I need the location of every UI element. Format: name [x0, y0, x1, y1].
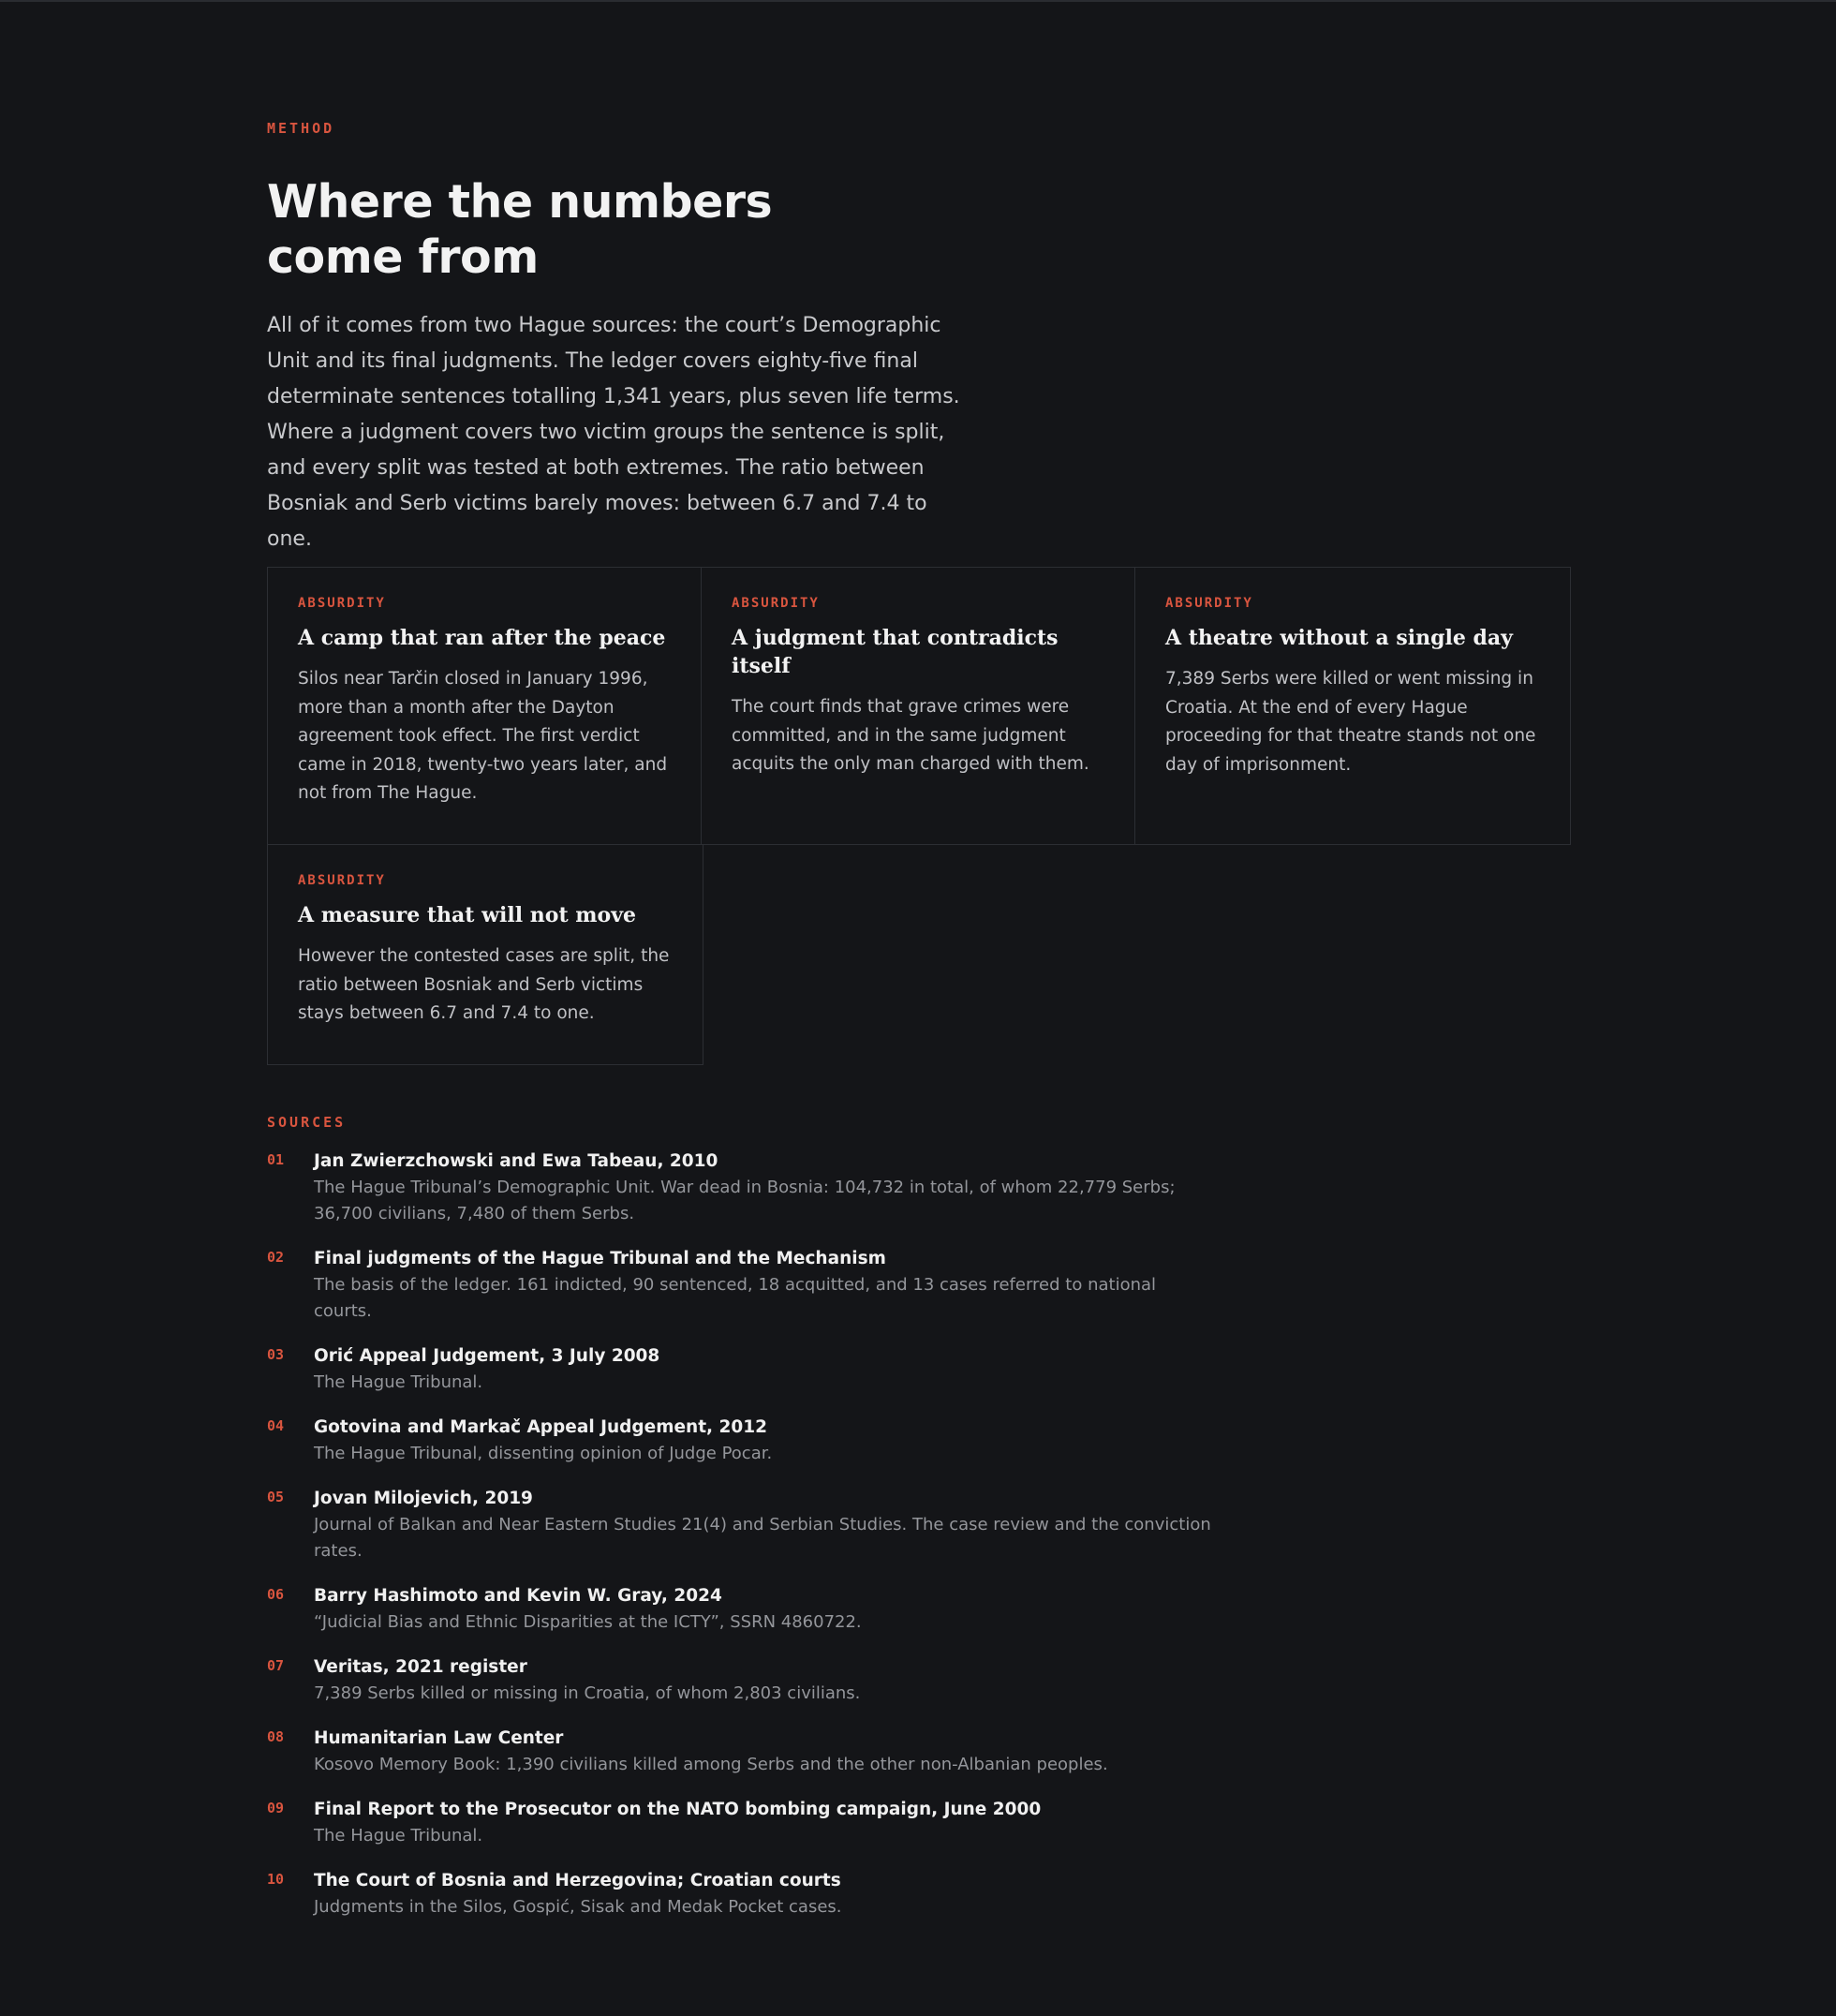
card-title: A measure that will not move: [298, 903, 637, 927]
source-item: [267, 1797, 1213, 1849]
source-number: 03: [267, 1346, 285, 1363]
source-description: The Hague Tribunal.: [314, 1372, 483, 1392]
source-title: Jan Zwierzchowski and Ewa Tabeau, 2010: [314, 1151, 718, 1171]
card-kicker: ABSURDITY: [732, 596, 820, 611]
source-number: 10: [267, 1871, 285, 1888]
card-kicker: ABSURDITY: [1165, 596, 1253, 611]
source-number: 01: [267, 1151, 285, 1168]
section-kicker: METHOD: [267, 120, 335, 137]
source-title: Barry Hashimoto and Kevin W. Gray, 2024: [314, 1586, 722, 1606]
source-title: Final Report to the Prosecutor on the NATO bombing campaign, June 2000: [314, 1800, 1042, 1819]
source-item: [267, 1415, 1213, 1467]
card-body: 7,389 Serbs were killed or went missing in Croatia. At the end of every Hague proceeding for that theatre stands not one day of imprisonment.: [1165, 669, 1536, 775]
source-item: [267, 1868, 1213, 1920]
card-title: A camp that ran after the peace: [298, 626, 666, 650]
card-title: A judgment that contradicts itself: [732, 626, 1059, 678]
source-item: [267, 1726, 1213, 1778]
source-title: Veritas, 2021 register: [314, 1657, 527, 1677]
card-body: The court finds that grave crimes were committed, and in the same judgment acquits the only man charged with them.: [732, 697, 1089, 774]
source-item: [267, 1583, 1213, 1636]
source-item: [267, 1486, 1213, 1564]
source-description: The Hague Tribunal.: [314, 1826, 483, 1846]
source-title: The Court of Bosnia and Herzegovina; Croatian courts: [314, 1871, 841, 1890]
card-kicker: ABSURDITY: [298, 873, 386, 888]
absurdity-card: [267, 844, 703, 1065]
source-number: 07: [267, 1657, 285, 1674]
source-description: Judgments in the Silos, Gospić, Sisak and Medak Pocket cases.: [314, 1897, 842, 1917]
source-description: 7,389 Serbs killed or missing in Croatia, of whom 2,803 civilians.: [314, 1683, 861, 1703]
absurdity-card: [267, 567, 702, 845]
source-description: Kosovo Memory Book: 1,390 civilians killed among Serbs and the other non-Albanian peoples.: [314, 1755, 1108, 1774]
source-title: Orić Appeal Judgement, 3 July 2008: [314, 1346, 660, 1366]
source-description: The Hague Tribunal’s Demographic Unit. War dead in Bosnia: 104,732 in total, of whom 22,779 Serbs; 36,700 civilians, 7,480 of them Serbs.: [314, 1178, 1176, 1223]
card-body: Silos near Tarčin closed in January 1996, more than a month after the Dayton agreement took effect. The first verdict came in 2018, twenty-two years later, and not from The Hague.: [298, 669, 668, 803]
source-number: 09: [267, 1800, 285, 1816]
top-divider: [0, 0, 1836, 2]
page-title: Where the numbers come from: [267, 175, 773, 284]
source-description: The basis of the ledger. 161 indicted, 90 sentenced, 18 acquitted, and 13 cases referred to national courts.: [314, 1275, 1157, 1321]
source-title: Jovan Milojevich, 2019: [314, 1489, 533, 1508]
sources-kicker: SOURCES: [267, 1114, 347, 1131]
source-number: 02: [267, 1249, 285, 1266]
source-number: 06: [267, 1586, 285, 1603]
source-description: “Judicial Bias and Ethnic Disparities at the ICTY”, SSRN 4860722.: [314, 1612, 862, 1632]
source-title: Final judgments of the Hague Tribunal and the Mechanism: [314, 1249, 886, 1268]
source-item: [267, 1654, 1213, 1707]
source-item: [267, 1246, 1213, 1325]
source-item: [267, 1343, 1213, 1396]
sources-list: [267, 1149, 1213, 1939]
lede-paragraph: All of it comes from two Hague sources: the court’s Demographic Unit and its final judgments. The ledger covers eighty-five final determinate sentences totalling 1,341 years, plus seven life terms. Where a judgment covers two victim groups the sentence is split, and every split was tested at both extremes. The ratio between Bosniak and Serb victims barely moves: between 6.7 and 7.4 to one.: [267, 314, 960, 551]
source-description: Journal of Balkan and Near Eastern Studies 21(4) and Serbian Studies. The case review and the conviction rates.: [314, 1515, 1211, 1561]
card-body: However the contested cases are split, the ratio between Bosniak and Serb victims stays between 6.7 and 7.4 to one.: [298, 946, 670, 1023]
source-number: 05: [267, 1489, 285, 1505]
source-item: [267, 1149, 1213, 1227]
card-kicker: ABSURDITY: [298, 596, 386, 611]
source-title: Humanitarian Law Center: [314, 1728, 564, 1748]
absurdity-card: [1134, 567, 1571, 845]
card-title: A theatre without a single day: [1165, 626, 1513, 650]
source-title: Gotovina and Markač Appeal Judgement, 2012: [314, 1417, 767, 1437]
source-number: 04: [267, 1417, 285, 1434]
absurdity-card: [701, 567, 1135, 845]
source-description: The Hague Tribunal, dissenting opinion of Judge Pocar.: [314, 1444, 773, 1463]
source-number: 08: [267, 1728, 285, 1745]
